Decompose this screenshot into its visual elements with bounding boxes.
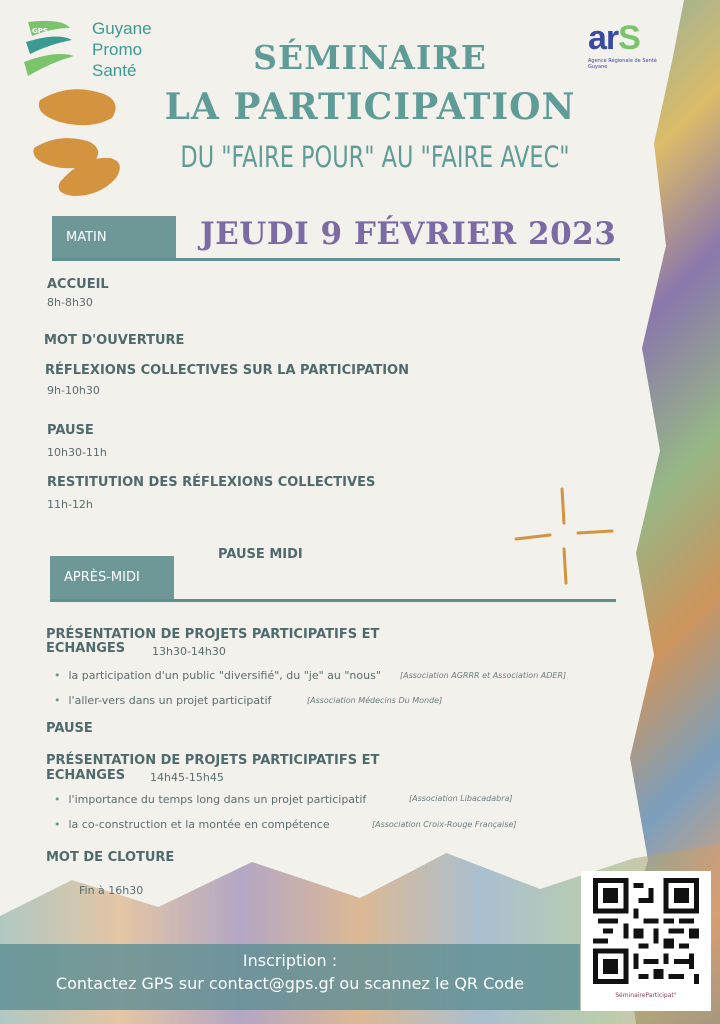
talk-association: [Association Médecins Du Monde] — [307, 696, 443, 705]
gps-name-line: Guyane — [92, 19, 152, 38]
agenda-item-title: ACCUEIL — [47, 277, 109, 292]
ars-word-a: ar — [588, 19, 619, 57]
ars-wordmark — [588, 20, 668, 56]
qr-caption: SéminaireParticipat° — [615, 992, 677, 999]
talk-association: [Association AGRRR et Association ADER] — [400, 671, 567, 680]
talk-item: • la participation d'un public "diversifié", du "je" au "nous" — [54, 669, 381, 682]
title-participation: LA PARTICIPATION — [164, 86, 576, 128]
agenda-item-time: 13h30-14h30 — [152, 645, 226, 658]
talk-association: [Association Croix-Rouge Française] — [372, 820, 517, 829]
afternoon-label: APRÈS-MIDI — [50, 556, 174, 599]
gps-swoosh-icon — [22, 18, 78, 80]
agenda-item-title: RESTITUTION DES RÉFLEXIONS COLLECTIVES — [47, 475, 376, 490]
end-time: Fin à 16h30 — [79, 884, 144, 897]
agenda-item-time: 10h30-11h — [47, 446, 107, 459]
drops-decoration-icon — [30, 86, 130, 198]
gps-name-line: Santé — [92, 61, 137, 80]
agenda-item-title: PRÉSENTATION DE PROJETS PARTICIPATIFS ET — [46, 753, 380, 768]
morning-label: MATIN — [52, 216, 176, 258]
ars-word-s: S — [618, 19, 640, 57]
sparkle-decoration-icon — [514, 487, 614, 585]
lunch-break: PAUSE MIDI — [218, 547, 303, 562]
ars-subtitle: Agence Régionale de Santé Guyane — [588, 58, 657, 70]
agenda-item-title: ECHANGES — [46, 641, 126, 656]
afternoon-divider — [50, 599, 616, 602]
agenda-item-title: MOT D'OUVERTURE — [44, 333, 185, 348]
agenda-item-title: RÉFLEXIONS COLLECTIVES SUR LA PARTICIPATION — [45, 363, 409, 378]
talk-item: • l'aller-vers dans un projet participatif — [54, 694, 271, 707]
subtitle: DU "FAIRE POUR" AU "FAIRE AVEC" — [180, 140, 570, 174]
agenda-item-title: ECHANGES — [46, 768, 126, 783]
ars-logo — [588, 20, 668, 70]
morning-divider — [52, 258, 620, 261]
gps-badge: GPS — [32, 27, 48, 35]
gps-name-line: Promo — [92, 40, 143, 59]
talk-association: [Association Libacadabra] — [409, 794, 513, 803]
talk-item: • la co-construction et la montée en compétence — [54, 818, 330, 831]
agenda-item-title: PAUSE — [47, 423, 94, 438]
agenda-item-time: 14h45-15h45 — [150, 771, 224, 784]
agenda-item-title: MOT DE CLOTURE — [46, 850, 175, 865]
agenda-item-time: 9h-10h30 — [47, 384, 100, 397]
agenda-item-title: PAUSE — [46, 721, 93, 736]
event-date: JEUDI 9 FÉVRIER 2023 — [200, 216, 617, 252]
footer-contact: Contactez GPS sur contact@gps.gf ou scannez le QR Code — [55, 974, 525, 993]
agenda-item-title: PRÉSENTATION DE PROJETS PARTICIPATIFS ET — [46, 627, 380, 642]
agenda-item-time: 11h-12h — [47, 498, 93, 511]
qr-code-icon[interactable] — [593, 878, 699, 984]
talk-item: • l'importance du temps long dans un projet participatif — [54, 793, 366, 806]
title-seminaire: SÉMINAIRE — [253, 38, 487, 77]
agenda-item-time: 8h-8h30 — [47, 296, 93, 309]
footer-title: Inscription : — [242, 951, 338, 970]
